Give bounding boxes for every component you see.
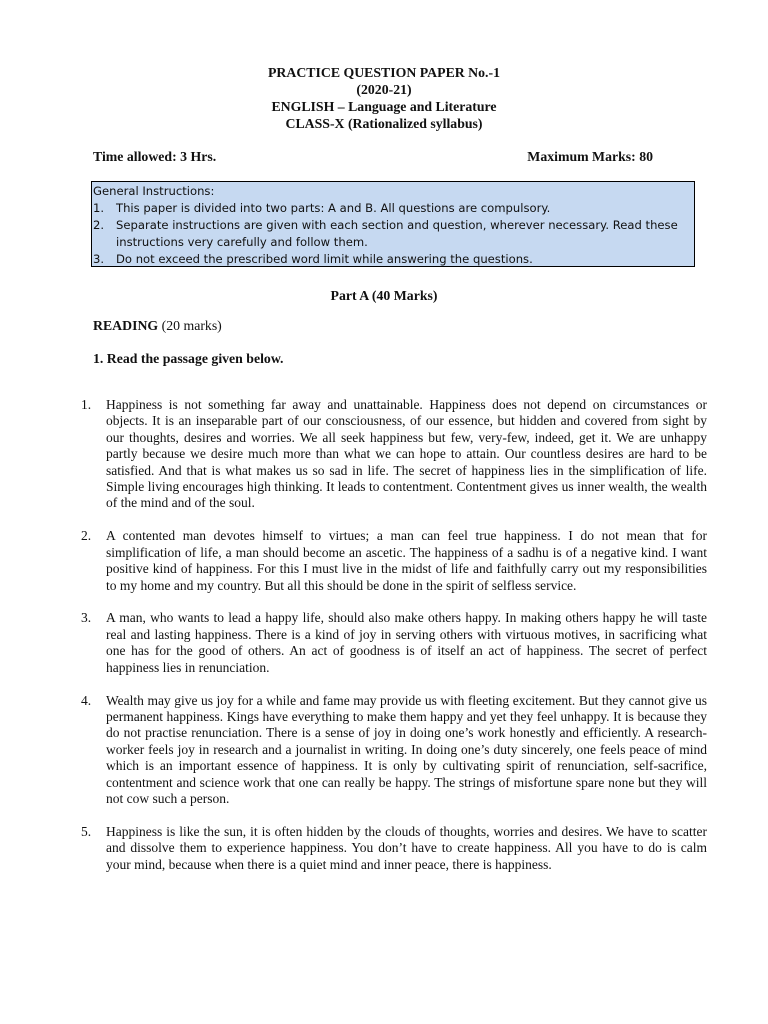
- exam-meta: [93, 149, 653, 165]
- instruction-number: 3.: [93, 252, 105, 266]
- paragraph-number: 1.: [81, 397, 92, 412]
- reading-marks: (20 marks): [161, 318, 222, 333]
- subject-title: ENGLISH – Language and Literature: [271, 99, 497, 114]
- instruction-text: Do not exceed the prescribed word limit while answering the questions.: [116, 252, 533, 266]
- class-title: CLASS-X (Rationalized syllabus): [285, 116, 483, 131]
- instruction-item: [93, 217, 694, 251]
- paragraph-text: A man, who wants to lead a happy life, should also make others happy. In making others happy he will taste real and lasting happiness. There is a kind of joy in serving others with virtuous motives, in sacrificing what one has for the good of others. An act of goodness is of itself an act of happiness. The secret of perfect happiness lies in renunciation.: [106, 610, 707, 675]
- question-1-prompt: 1. Read the passage given below.: [93, 351, 284, 366]
- instruction-text: This paper is divided into two parts: A and B. All questions are compulsory.: [116, 201, 551, 215]
- instruction-item: [93, 200, 694, 217]
- paragraph-number: 3.: [81, 610, 92, 626]
- time-allowed: Time allowed: 3 Hrs.: [93, 149, 217, 164]
- academic-year: (2020-21): [356, 82, 412, 97]
- paragraph-text: Happiness is not something far away and unattainable. Happiness does not depend on circumstances or objects. It is an inseparable part of our consciousness, of our essence, but hidden and covered from sight by our thoughts, desires and worries. We all seek happiness but few, very-few, indeed, get it. We are unhappy partly because we desire much more than what we can hope to attain. Our countless desires are hard to be satisfied. And that is what makes us so sad in life. The secret of happiness lies in the simplification of life. Simple living encourages high thinking. It leads to contentment. Contentment gives us inner wealth, the wealth of the mind and of the soul.: [106, 397, 707, 511]
- paragraph-text: Happiness is like the sun, it is often hidden by the clouds of thoughts, worries and desires. We have to scatter and dissolve them to experience happiness. You don’t have to create happiness. All you have to do is calm your mind, because when there is a quiet mind and inner peace, there is happiness.: [106, 823, 707, 872]
- passage-paragraph: [81, 824, 707, 873]
- paper-header: [0, 64, 768, 132]
- passage-paragraph: [81, 693, 707, 808]
- general-instructions-box: [91, 181, 695, 267]
- passage-paragraph: [81, 397, 707, 512]
- passage-paragraph: [81, 610, 707, 676]
- instruction-number: 2.: [93, 218, 105, 232]
- paragraph-number: 5.: [81, 823, 92, 839]
- instruction-item: [93, 251, 694, 268]
- instruction-text: Separate instructions are given with each section and question, wherever necessary. Read these instructions very carefully and follow them.: [116, 218, 678, 249]
- paragraph-number: 2.: [81, 528, 92, 544]
- part-a-title: Part A (40 Marks): [330, 288, 438, 303]
- instruction-number: 1.: [93, 201, 105, 215]
- reading-label: READING: [93, 318, 159, 333]
- passage-paragraph: [81, 528, 707, 594]
- paper-title: PRACTICE QUESTION PAPER No.-1: [267, 65, 500, 80]
- paragraph-text: A contented man devotes himself to virtues; a man can feel true happiness. I do not mean that for simplification of life, a man should become an ascetic. The happiness of a sadhu is of a negative kind. I want positive kind of happiness. For this I must live in the midst of life and faithfully carry out my responsibilities to my home and my country. But all this should be done in the spirit of selfless service.: [106, 528, 707, 593]
- paragraph-number: 4.: [81, 692, 92, 708]
- reading-section-heading: [93, 318, 222, 334]
- paragraph-text: Wealth may give us joy for a while and fame may provide us with fleeting excitement. But they cannot give us permanent happiness. Kings have everything to make them happy and yet they feel unhappy. It is because they do not practise renunciation. There is a sense of joy in doing one’s work honestly and efficiently. A research-worker feels joy in research and a journalist in writing. In doing one’s duty sincerely, one feels peace of mind which is an important essence of happiness. It is only by cultivating spirit of renunciation, self-sacrifice, contentment and science work that one can really be happy. The strings of misfortune spare none but they will not cow such a person.: [106, 692, 707, 807]
- maximum-marks: Maximum Marks: 80: [527, 149, 653, 164]
- reading-passage: [81, 397, 707, 890]
- instructions-title: General Instructions:: [93, 184, 215, 198]
